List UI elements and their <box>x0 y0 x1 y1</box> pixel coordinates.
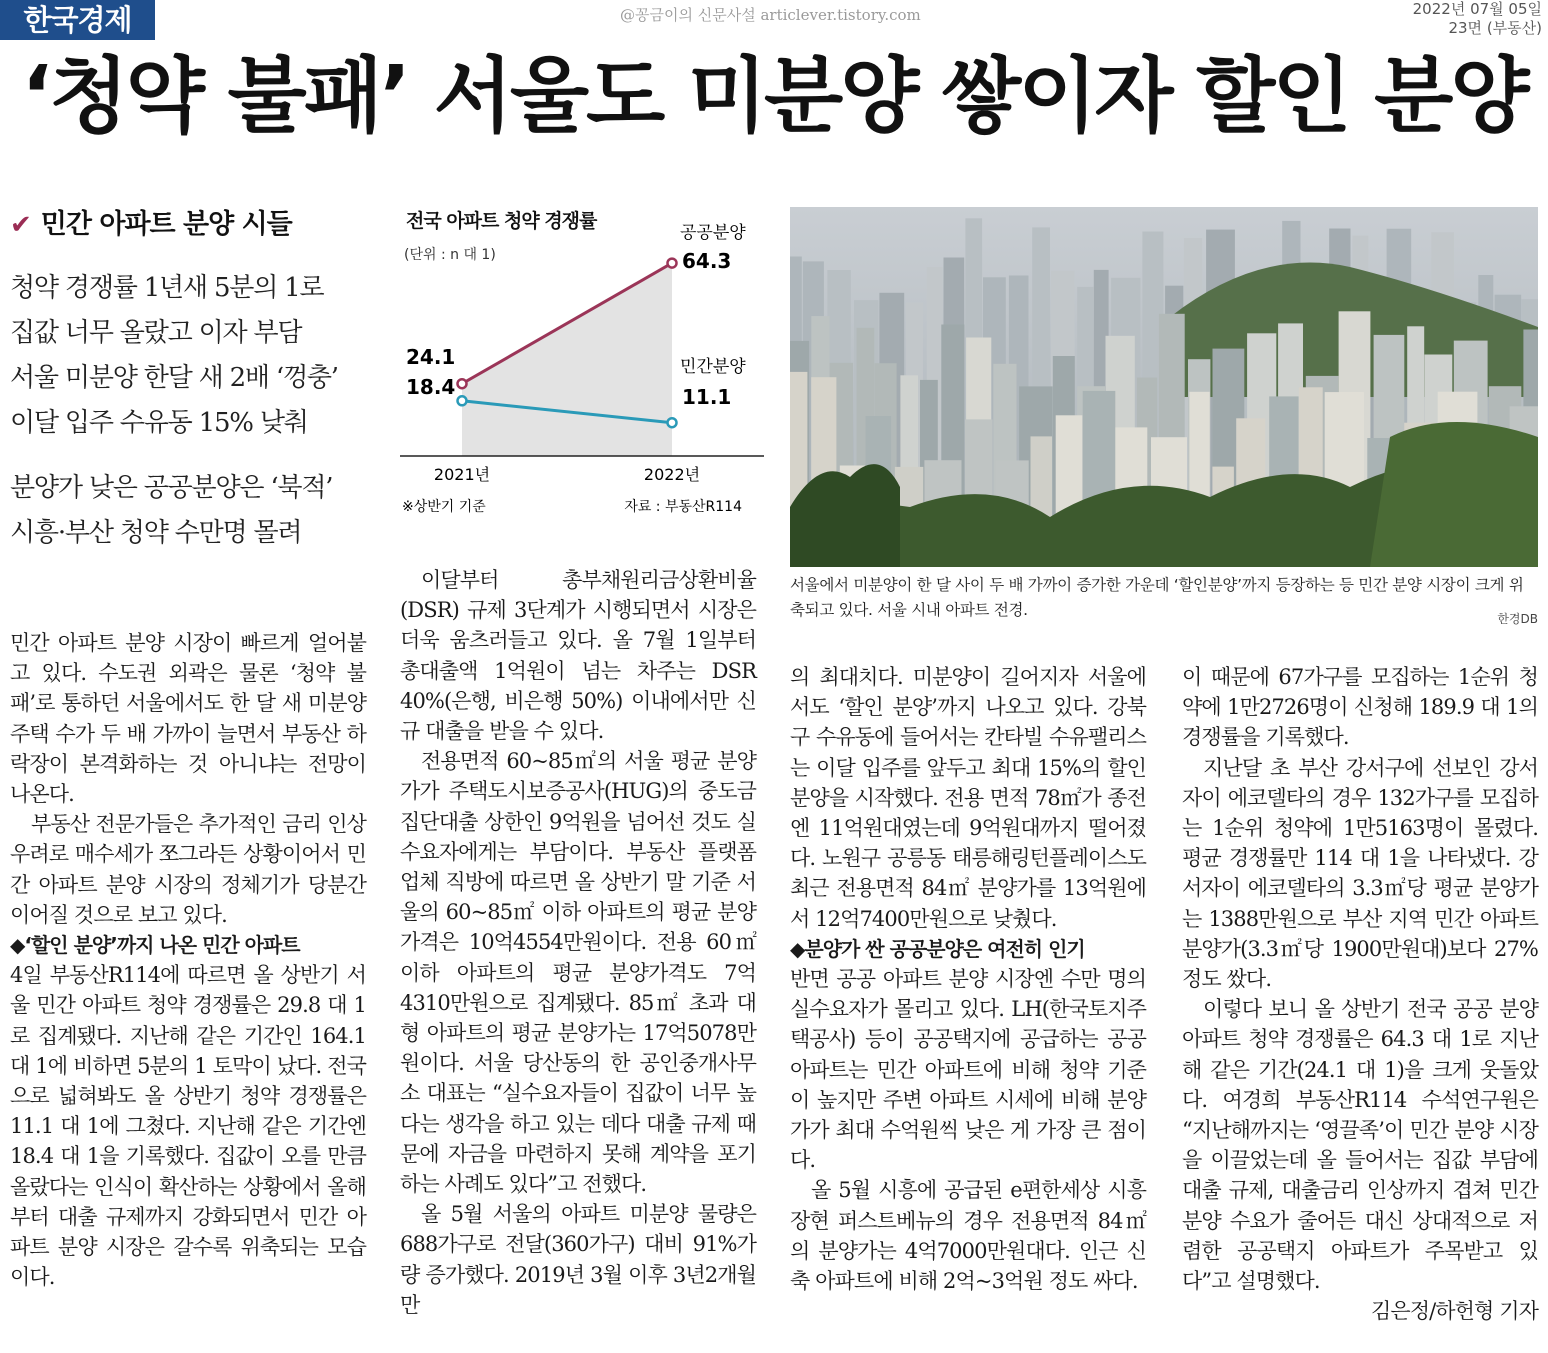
x-tick-label: 2022년 <box>643 465 701 484</box>
paragraph: 이렇다 보니 올 상반기 전국 공공 분양 아파트 청약 경쟁률은 64.3 대 1로 지난해 같은 기간(24.1 대 1)을 크게 웃돌았다. 여경희 부동산R114 수석연구원은 “지난해까지는 ‘영끌족’이 민간 분양 시장을 이끌었는데 올 들어서는 집값 부담에 대출 규제, 대출금리 인상까지 겹쳐 민간 분양 수요가 줄어든 대신 상대적으로 저렴한 공공택지 아파트가 주목받고 있다”고 설명했다. <box>1182 997 1538 1294</box>
subhead-line: 청약 경쟁률 1년새 5분의 1로 <box>10 273 324 303</box>
article-column-1 <box>10 628 366 1292</box>
series-name-public: 공공분양 <box>680 223 746 243</box>
x-tick-label: 2021년 <box>433 465 491 484</box>
competition-rate-chart <box>398 200 766 520</box>
newspaper-logo: 한국경제 <box>0 0 155 40</box>
data-label-public-2021: 24.1 <box>406 345 456 369</box>
article-column-3 <box>790 662 1146 1296</box>
publication-date: 2022년 07월 05일 <box>1412 0 1542 18</box>
kicker <box>10 202 292 241</box>
paragraph: 올 5월 시흥에 공급된 e편한세상 시흥장현 퍼스트베뉴의 경우 전용면적 84㎡의 분양가는 4억7000만원대다. 인근 신축 아파트에 비해 2억~3억원 정도 싸다. <box>790 1178 1146 1294</box>
subheads <box>10 266 380 556</box>
paragraph: 올 5월 서울의 아파트 미분양 물량은 688가구로 전달(360가구) 대비 91%가량 증가했다. 2019년 3월 이후 3년2개월 만 <box>400 1202 756 1317</box>
chart-note: ※상반기 기준 <box>402 499 486 515</box>
subhead-line: 집값 너무 올랐고 이자 부담 <box>10 318 302 348</box>
city-skyline-illustration <box>790 207 1538 567</box>
byline: 김은정/하헌형 기자 <box>1370 1299 1538 1324</box>
section-subhead: ◆‘할인 분양’까지 나온 민간 아파트 <box>10 933 300 958</box>
subhead-line: 서울 미분양 한달 새 2배 ‘껑충’ <box>10 363 338 393</box>
data-point <box>668 259 677 268</box>
subhead-line: 분양가 낮은 공공분양은 ‘북적’ <box>10 473 333 503</box>
paragraph: 반면 공공 아파트 분양 시장엔 수만 명의 실수요자가 몰리고 있다. LH(한국토지주택공사) 등이 공공택지에 공급하는 공공 아파트는 민간 아파트에 비해 청약 기준이 높지만 주변 아파트 시세에 비해 분양가가 최대 수억원씩 낮은 게 가장 큰 점이다. <box>790 967 1146 1173</box>
subhead-line: 이달 입주 수유동 15% 낮춰 <box>10 408 308 438</box>
data-label-private-2022: 11.1 <box>682 385 732 409</box>
paragraph: 이 때문에 67가구를 모집하는 1순위 청약에 1만2726명이 신청해 189.9 대 1의 경쟁률을 기록했다. <box>1182 665 1538 750</box>
paragraph: 4일 부동산R114에 따르면 올 상반기 서울 민간 아파트 청약 경쟁률은 29.8 대 1로 집계됐다. 지난해 같은 기간인 164.1 대 1에 비하면 5분의 1 토막이 났다. 전국으로 넓혀봐도 올 상반기 청약 경쟁률은 11.1 대 1에 그쳤다. 지난해 같은 기간엔 18.4 대 1을 기록했다. 집값이 오를 만큼 올랐다는 인식이 확산하는 상황에서 올해부터 대출 규제까지 강화되면서 민간 아파트 분양 시장은 갈수록 위축되는 모습이다. <box>10 963 366 1290</box>
data-point <box>458 379 467 388</box>
headline: ‘청약 불패’ 서울도 미분양 쌓이자 할인 분양 <box>21 49 1527 144</box>
data-point <box>668 418 677 427</box>
paragraph: 민간 아파트 분양 시장이 빠르게 얼어붙고 있다. 수도권 외곽은 물론 ‘청약 불패’로 통하던 서울에서도 한 달 새 미분양 주택 수가 두 배 가까이 늘면서 부동산 하락장이 본격화하는 것 아니냐는 전망이 나온다. <box>10 631 366 807</box>
subhead-line: 시흥·부산 청약 수만명 몰려 <box>10 518 302 548</box>
photo-credit: 한경DB <box>1497 612 1538 626</box>
chart-area-fill <box>462 263 672 456</box>
kicker-text: 민간 아파트 분양 시들 <box>40 209 292 240</box>
check-circle-icon: ✔ <box>10 210 31 240</box>
paragraph: 의 최대치다. 미분양이 길어지자 서울에서도 ‘할인 분양’까지 나오고 있다. 강북구 수유동에 들어서는 칸타빌 수유팰리스는 이달 입주를 앞두고 최대 15%의 할인 분양을 시작했다. 전용 면적 78㎡가 종전엔 11억원대였는데 9억원대까지 떨어졌다. 노원구 공릉동 태릉해링턴플레이스도 최근 전용면적 84㎡ 분양가를 13억원에서 12억7400만원으로 낮췄다. <box>790 665 1146 931</box>
series-name-private: 민간분양 <box>680 357 746 377</box>
photo-caption: 서울에서 미분양이 한 달 사이 두 배 가까이 증가한 가운데 ‘할인분양’까지 등장하는 등 민간 분양 시장이 크게 위축되고 있다. 서울 시내 아파트 전경. <box>790 576 1524 619</box>
blog-watermark: @꽁금이의 신문사설 articlever.tistory.com <box>620 6 921 24</box>
article-column-2 <box>400 565 756 1320</box>
paragraph: 부동산 전문가들은 추가적인 금리 인상 우려로 매수세가 쪼그라든 상황이어서 민간 아파트 분양 시장의 정체기가 당분간 이어질 것으로 보고 있다. <box>10 812 366 927</box>
apartment-photo <box>790 207 1538 567</box>
data-label-private-2021: 18.4 <box>406 375 456 399</box>
chart-source: 자료 : 부동산R114 <box>624 499 742 515</box>
section-subhead: ◆분양가 싼 공공분양은 여전히 인기 <box>790 936 1085 961</box>
chart-title: 전국 아파트 청약 경쟁률 <box>406 210 597 232</box>
publication-info <box>1413 0 1542 38</box>
data-point <box>458 396 467 405</box>
paragraph: 이달부터 총부채원리금상환비율(DSR) 규제 3단계가 시행되면서 시장은 더욱 움츠러들고 있다. 올 7월 1일부터 총대출액 1억원이 넘는 차주는 DSR 40%(은행, 비은행 50%) 이내에서만 신규 대출을 받을 수 있다. <box>400 568 756 744</box>
chart-unit: (단위 : n 대 1) <box>404 247 496 263</box>
data-label-public-2022: 64.3 <box>682 249 732 273</box>
paragraph: 전용면적 60~85㎡의 서울 평균 분양가가 주택도시보증공사(HUG)의 중도금 집단대출 상한인 9억원을 넘어선 것도 실수요자에게는 부담이다. 부동산 플랫폼 업체 직방에 따르면 올 상반기 말 기준 서울의 60~85㎡ 이하 아파트의 평균 분양 가격은 10억4554만원이다. 전용 60㎡ 이하 아파트의 평균 분양가격도 7억4310만원으로 집계됐다. 85㎡ 초과 대형 아파트의 평균 분양가는 17억5078만원이다. 서울 당산동의 한 공인중개사무소 대표는 “실수요자들이 집값이 너무 높다는 생각을 하고 있는 데다 대출 규제 때문에 자금을 마련하지 못해 계약을 포기하는 사례도 있다”고 전했다. <box>400 749 756 1197</box>
page-section: 23면 (부동산) <box>1448 19 1542 37</box>
paragraph: 지난달 초 부산 강서구에 선보인 강서자이 에코델타의 경우 132가구를 모집하는 1순위 청약에 1만5163명이 몰렸다. 평균 경쟁률만 114 대 1을 나타냈다. 강서자이 에코델타의 3.3㎡당 평균 분양가는 1388만원으로 부산 지역 민간 아파트 분양가(3.3㎡당 1900만원대)보다 27% 정도 쌌다. <box>1182 755 1538 992</box>
article-column-4 <box>1182 662 1538 1326</box>
